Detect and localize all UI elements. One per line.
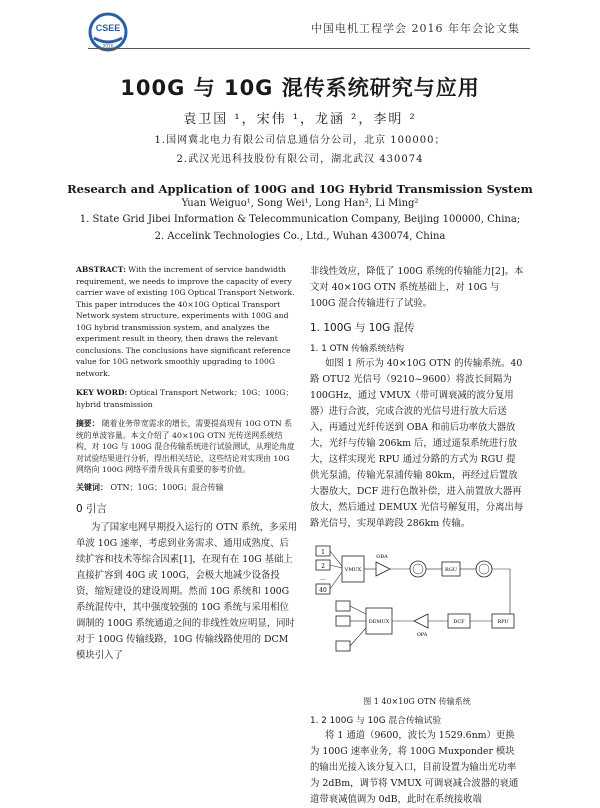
- affiliation-en-1: 1. State Grid Jibei Information & Telecommunication Company, Beijing 100000, China;: [79, 214, 521, 225]
- keywords-en-label: KEY WORD:: [76, 388, 128, 397]
- subsection-heading-1-1: 1. 1 OTN 传输系统结构: [310, 344, 405, 354]
- keywords-en-text: Optical Transport Network；10G；100G；hybrid transmission: [76, 388, 294, 409]
- subsection-heading-1-2: 1. 2 100G 与 10G 混合传输试验: [310, 716, 442, 726]
- abstract-cn-label: 摘要：: [76, 419, 100, 428]
- csee-logo: [88, 12, 128, 52]
- channel-label-40: 40: [319, 587, 327, 594]
- intro-paragraph: 为了国家电网早期投入运行的 OTN 系统，多采用单波 10G 速率，考虑到业务需求、通用成熟度、后续扩容和技术等综合因素[1]，在现有在 10G 基础上直接扩容到 40G 或 100G，会极大地减少设备投资，缩短建设的建设周期。然而 10G 系统和 100G 系统混传中，其中强度较强的 10G 系统与采用相位调制的 100G 系统通道之间的非线性效应明显，同时对于 100G 传输线路，10G 传输线路使用的 DCM 模块引入了: [76, 521, 298, 661]
- otn-system-figure: [310, 536, 524, 690]
- fiber-span-1: [410, 561, 426, 577]
- section-heading-intro: 0 引言: [76, 502, 108, 515]
- logo-text: CSEE: [95, 23, 121, 33]
- abstract-cn-text: 随着业务带宽需求的增长，需要提高现有 10G OTN 系统的单波容量。本文介绍了 40×10G OTN 光传送网系统结构，对 10G 与 100G 混合传输系统进行试验测试，从理论角度对试验结果进行分析，得出相关结论，这些结论对实现由 10G 网络向 100G 网络平滑升级具有重要的参考价值。: [76, 419, 295, 475]
- demux-block: [366, 608, 392, 634]
- keywords-cn: [76, 482, 298, 493]
- rpu-label: RPU: [497, 619, 509, 625]
- vmux-label: VMUX: [344, 567, 362, 573]
- left-column: [76, 264, 298, 664]
- oba-label: OBA: [376, 554, 388, 560]
- header-divider: [88, 48, 530, 49]
- logo-year: 2016: [102, 44, 114, 50]
- channel-label-1: 1: [321, 549, 325, 556]
- vmux-block: [342, 556, 364, 582]
- rpu-block: [492, 614, 514, 628]
- rgu-block: [442, 562, 460, 576]
- dcf-block: [448, 614, 470, 628]
- keywords-en: [76, 387, 298, 410]
- keywords-cn-label: 关键词：: [76, 481, 108, 492]
- figure-caption: 图 1 40×10G OTN 传输系统: [363, 697, 471, 706]
- right-column: [310, 264, 524, 808]
- keywords-cn-text: OTN；10G；100G；混合传输: [110, 482, 224, 492]
- rgu-label: RGU: [445, 567, 457, 573]
- paper-title-cn: 100G 与 10G 混传系统研究与应用: [120, 76, 480, 100]
- affiliation-cn-2: 2.武汉光迅科技股份有限公司，湖北武汉 430074: [176, 154, 424, 165]
- channel-label-dots: ...: [320, 575, 326, 582]
- abstract-en-label: ABSTRACT:: [76, 265, 126, 274]
- opa-amplifier: [414, 614, 428, 638]
- receiver-bank: [336, 601, 366, 651]
- fiber-span-2: [476, 561, 492, 577]
- affiliation-en-2: 2. Accelink Technologies Co., Ltd., Wuhan 430074, China: [154, 231, 446, 242]
- subsection-1-2-paragraph: 将 1 通道（9600，波长为 1529.6nm）更换为 100G 速率业务，将 100G Muxponder 模块的输出光接入该分复入口，目前设置为输出光功率为 2dBm，调节将 VMUX 可调衰减合波器的衰通道带衰减值调为 0dB，此时在系统接收端: [310, 730, 519, 805]
- subsection-1-1-paragraph: 如图 1 所示为 40×10G OTN 的传输系统。40 路 OTU2 光信号（9210~9600）将波长间隔为 100GHz，通过 VMUX（带可调衰减的波分复用器）进行合波，完成合波的光信号进行放大后送入，再通过光纤传送到 OBA 和前后功率放大器放大，光纤与传输 206km 后，通过遥泵系统进行放大，这样实现光 RPU 通过分路的方式为 RGU 提供光泵浦，传输光泵浦传输 80km，再经过后置放大器放大，DCF 进行色散补偿，进入前置放大器再放大，然后通过 DEMUX 光信号解复用，分离出每路光信号，实现单跨段 286km 传输。: [310, 358, 524, 529]
- paper-title-en: Research and Application of 100G and 10G Hybrid Transmission System: [67, 182, 533, 196]
- demux-label: DEMUX: [368, 619, 390, 625]
- dcf-label: DCF: [453, 619, 465, 625]
- abstract-en: [76, 264, 298, 379]
- abstract-cn: [76, 418, 298, 476]
- opa-label: OPA: [416, 632, 428, 638]
- oba-amplifier: [376, 554, 390, 576]
- running-title: 中国电机工程学会 2016 年年会论文集: [311, 22, 520, 35]
- authors-en: Yuan Weiguo¹, Song Wei¹, Long Han², Li Ming²: [181, 198, 419, 209]
- abstract-en-text: With the increment of service bandwidth requirement, we needs to improve the capacity of every carrier wave of existing 10G Optical Transport Network. This paper introduces the 40×10G Optical Transport Network system structure, experiments with 100G and 10G hybrid transmission system, and analyzes the experiment result in theory, then draws the relevant conclusions. The conclusions have significant reference value for 10G network smoothly upgrading to 100G network.: [76, 265, 295, 378]
- intro-paragraph-continued: 非线性效应，降低了 100G 系统的传输能力[2]。本文对 40×10G OTN 系统基础上，对 10G 与 100G 混合传输进行了试验。: [310, 266, 524, 309]
- transmitter-bank: [316, 546, 342, 594]
- affiliation-cn-1: 1.国网冀北电力有限公司信息通信分公司，北京 100000；: [154, 135, 446, 146]
- authors-cn: 袁卫国 ¹，宋伟 ¹，龙涵 ²，李明 ²: [183, 112, 417, 127]
- channel-label-2: 2: [321, 563, 325, 570]
- section-heading-1: 1. 100G 与 10G 混传: [310, 322, 415, 334]
